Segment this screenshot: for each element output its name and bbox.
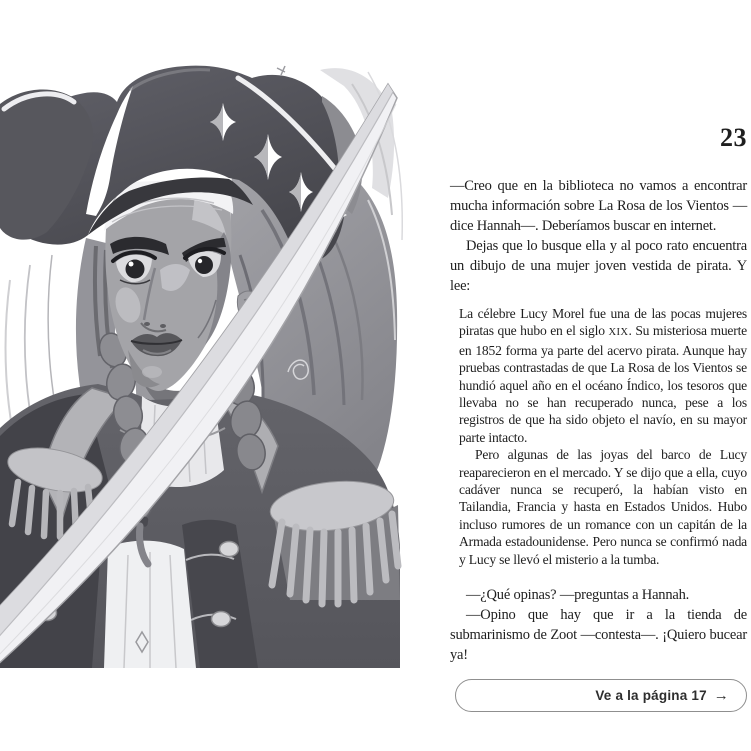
- paragraph-dialog-2: —Opino que hay que ir a la tienda de submarinismo de Zoot —contesta—. ¡Quiero bucear ya!: [450, 607, 747, 664]
- arrow-right-icon: →: [713, 687, 729, 705]
- text-column: [450, 0, 747, 712]
- page-number: 23: [720, 123, 747, 152]
- coat-button: [220, 542, 239, 557]
- go-to-page-button[interactable]: [455, 679, 747, 712]
- go-to-page-label: Ve a la página 17: [595, 687, 707, 703]
- epaulette-right: [268, 476, 400, 604]
- excerpt-paragraph-2: Pero algunas de las joyas del barco de Lucy reaparecieron en el mercado. Y se dijo que a ella, cuyo cadáver nunca se recuperó, la habían visto en Tailandia, Francia y hasta en Estados Unidos. Hubo incluso rumores de un romance con un capitán de la Armada estadounidense. Pero nunca se confirmó nada y Lucy se llevó el misterio a la tumba.: [459, 447, 747, 567]
- paragraph-narration: Dejas que lo busque ella y al poco rato encuentra un dibujo de una mujer joven vestida de pirata. Y lee:: [450, 238, 747, 294]
- paragraph-dialog-1: —¿Qué opinas? —preguntas a Hannah.: [466, 587, 690, 604]
- roman-numeral-century: XIX: [608, 327, 629, 339]
- excerpt-paragraph-1: La célebre Lucy Morel fue una de las pocas mujeres piratas que hubo en el siglo XIX. Su misteriosa muerte en 1852 forma ya parte del acervo pirata. Aunque hay pruebas contrastadas de que La Rosa de los Vientos se hundió aquel año en el océano Índico, los tesoros que llevaba no se han recuperado nunca, pese a los registros de que ha sido objeto el navío, en su mayor parte intacto.: [459, 306, 747, 445]
- internet-article-excerpt: [459, 305, 747, 568]
- paragraph-dialog-intro: —Creo que en la biblioteca no vamos a encontrar mucha información sobre La Rosa de los Vientos —dice Hannah—. Deberíamos buscar en internet.: [450, 178, 747, 234]
- coat-button: [212, 612, 231, 627]
